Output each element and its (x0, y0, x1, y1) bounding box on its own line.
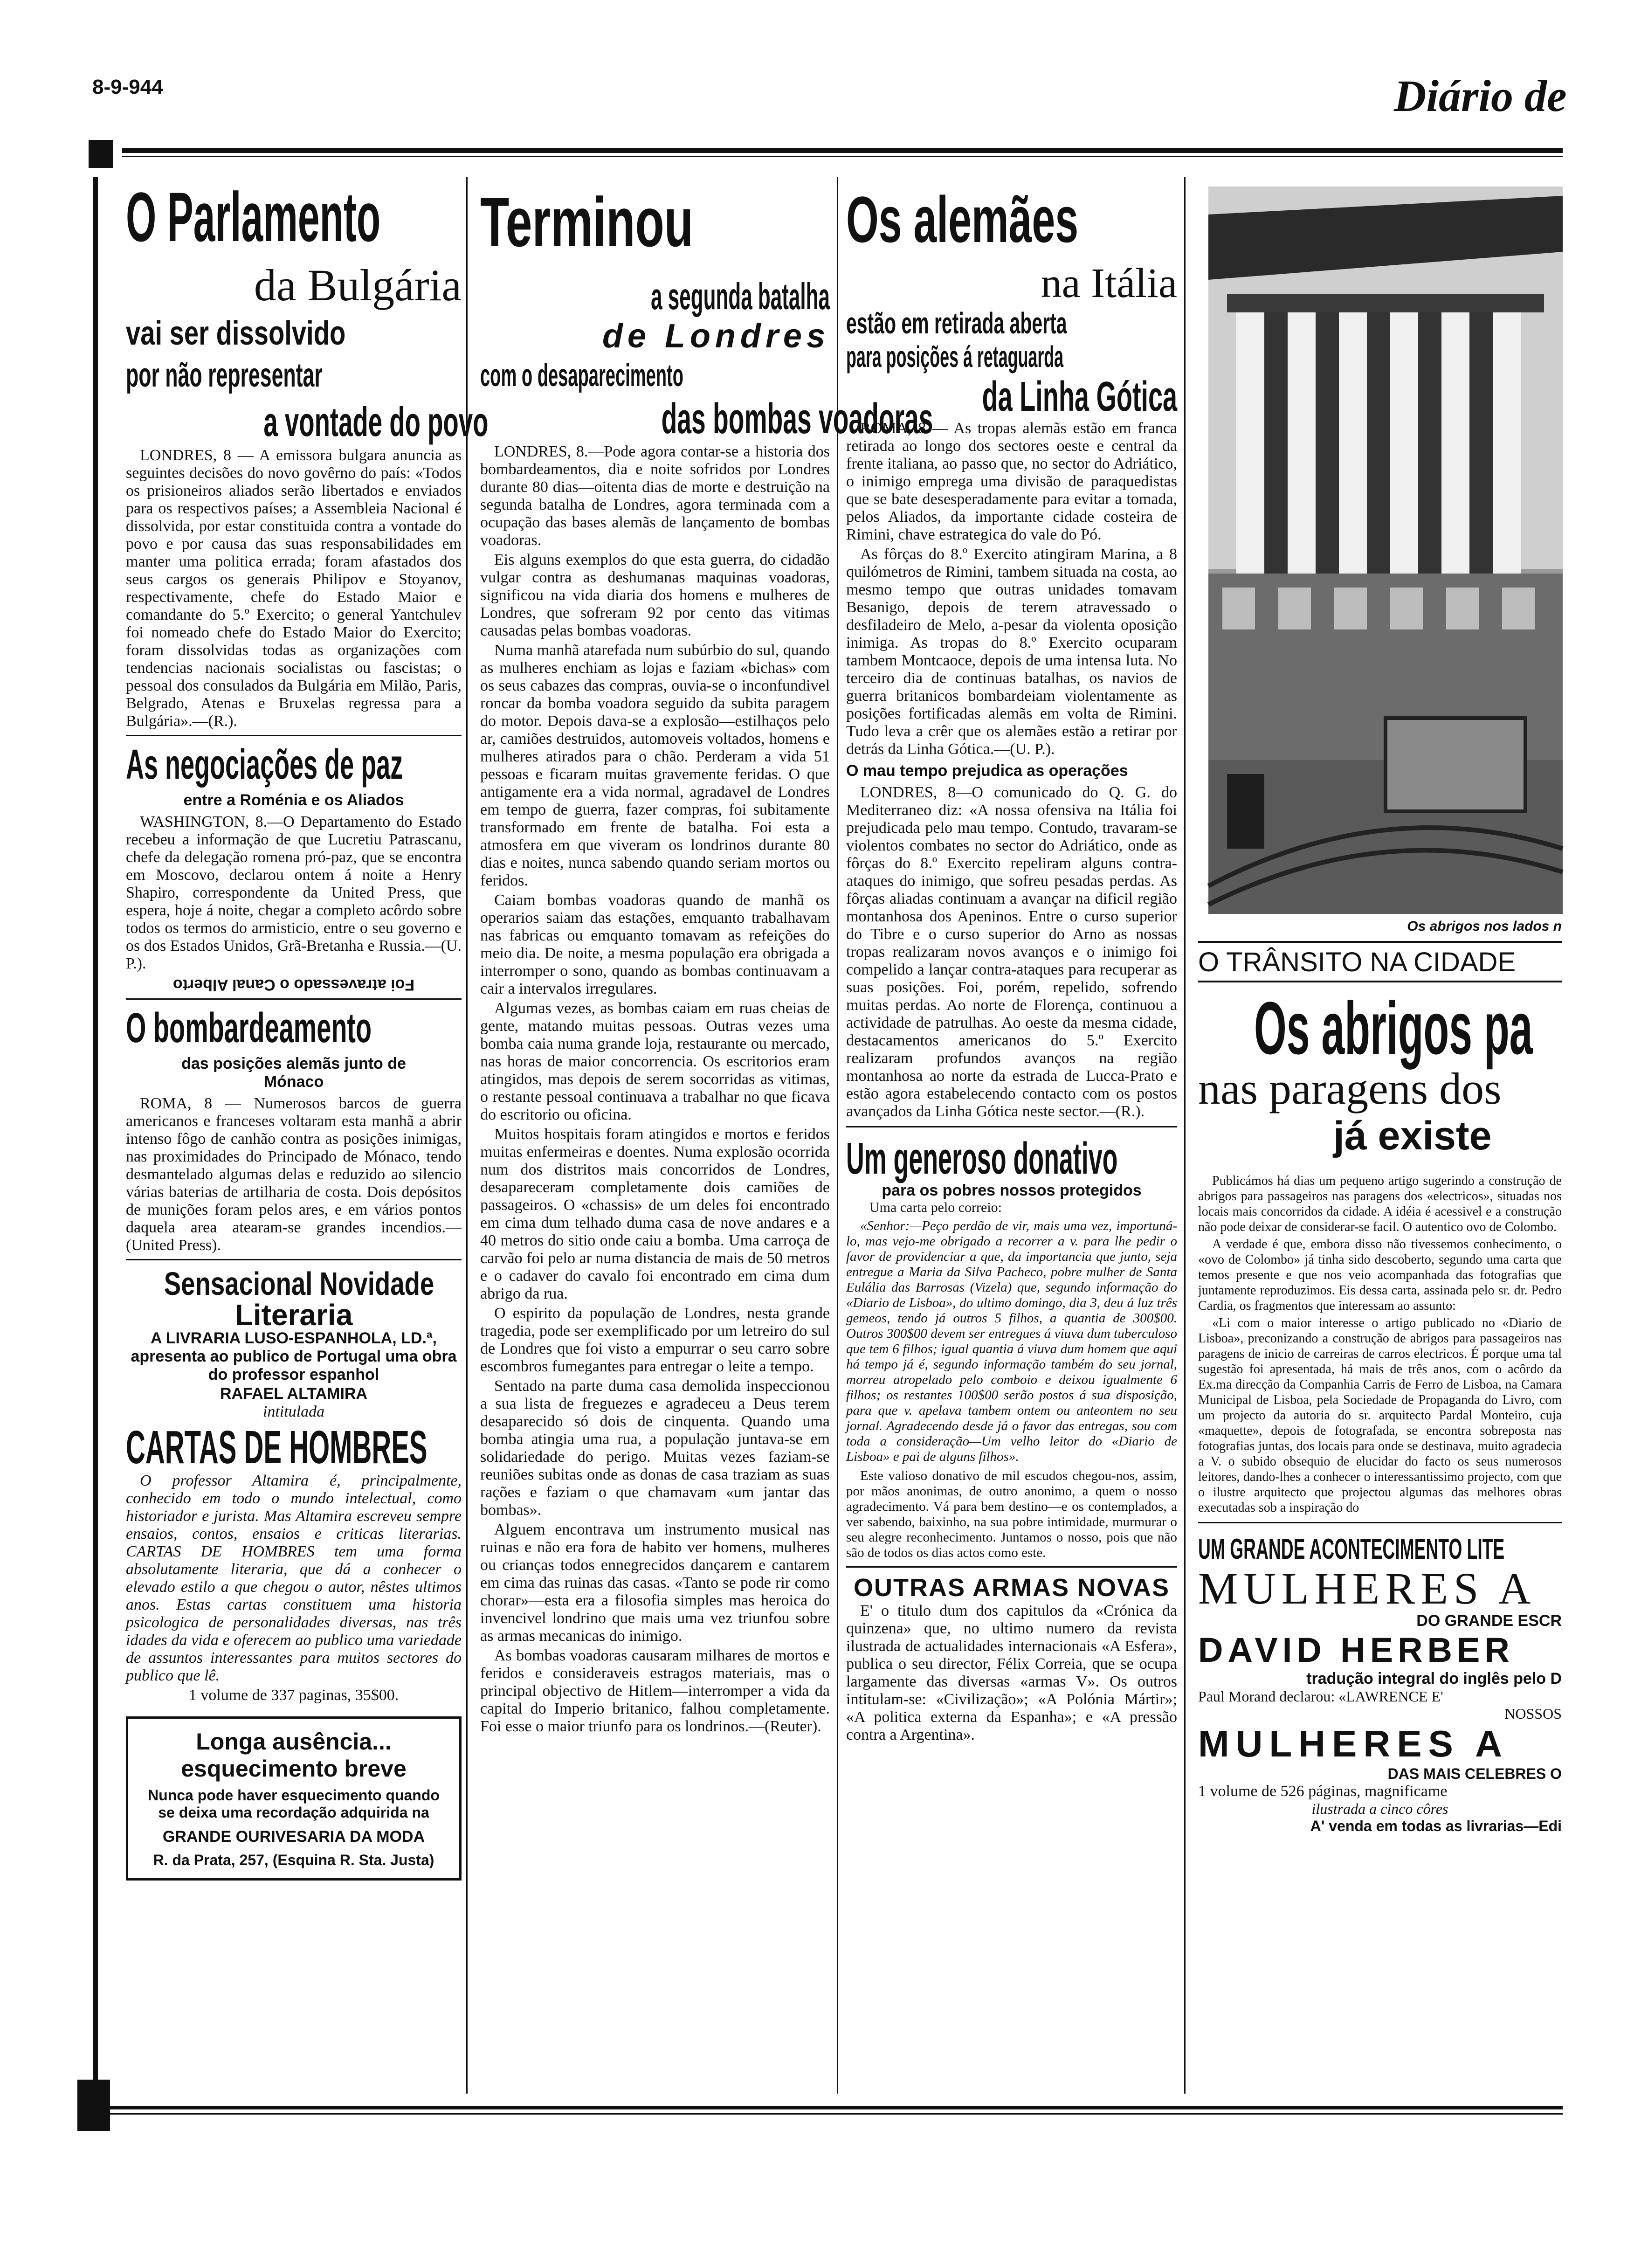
paragraph: ROMA, 8 — As tropas alemãs estão em franca retirada ao longo dos sectores oeste e central da frente italiana, ao passo que, no sector do Adriático, o inimigo emprega uma divisão de paraquedistas que se bate desesperadamente para evitar a tomada, pelos Aliados, da importante cidade costeira de Rimini, chave estrategica do vale do Pó. (846, 420, 1177, 543)
paragraph: Eis alguns exemplos do que esta guerra, do cidadão vulgar contra as deshumanas maquinas voadoras, significou na vida diaria dos homens e mulheres de Londres, que sofreram 92 por cento das vitimas causadas pelas bombas voadoras. (480, 551, 830, 639)
bottom-rule-thin (103, 2113, 1563, 2115)
photo-image (1208, 187, 1563, 914)
paragraph: Numa manhã atarefada num subúrbio do sul, quando as mulheres enchiam as lojas e faziam «bichas» com os seus cabazes das compras, ouvia-se o inconfundivel roncar da bomba voadora seguido da subita paragem do motor. Depois dava-se a explosão—estilhaços pelo ar, camiões destruidos, automoveis voltados, homens e mulheres atirados para o chão. Perderam a vida 51 pessoas e ficaram muitas gravemente feridas. O que antigamente era a vida normal, agradavel de Londres em tempo de guerra, fazer compras, foi subitamente transformado em frente de batalha. Foi esta a atmosfera em que viveram os londrinos durante 80 dias e noites, nunca sabendo quando seriam mortos ou feridos. (480, 642, 830, 889)
paragraph: As fôrças do 8.º Exercito atingiram Marina, a 8 quilómetros de Rimini, tambem situada na costa, ao mesmo tempo que outras unidades tomavam Besanigo, depois de terem atravessado o desfiladeiro de Melo, a-pesar da violenta oposição inimiga. As tropas do 8.º Exercito ocuparam tambem Montcaoce, depois de uma intensa luta. No terceiro dia de continuas batalhas, os navios de guerra britanicos bombardeiam violentamente as posições fortificadas alemãs em volta de Rimini. Tudo leva a crêr que os alemães estão a retirar por detrás da Linha Gótica.—(U. P.). (846, 546, 1177, 758)
italy-sub4: da Linha Gótica (982, 373, 1177, 420)
headline-sub1: da Bulgária (254, 260, 462, 310)
col-sep-3 (1184, 177, 1186, 2094)
shelters-sub1: nas paragens dos (1198, 1064, 1502, 1113)
italy-sub3: para posições á retaguarda (846, 340, 1064, 373)
ad-title2: Literaria (234, 1298, 353, 1332)
paragraph: A verdade é que, embora disso não tivessemos conhecimento, o «ovo de Colombo» já tinha sido descoberto, segundo uma carta que temos presente e que nos veio acompanhada das fotografias que juntamente reproduzimos. Eis dessa carta, assinada pelo sr. dr. Pedro Cardia, os fragmentos que interessam ao assunto: (1198, 1237, 1562, 1313)
paragraph: Algumas vezes, as bombas caiam em ruas cheias de gente, matando muitas pessoas. Outras vezes uma bomba caia numa grande loja, restaurante ou mercado, nas horas de maior concorrencia. Os escritorios eram atingidos, mas depois de serem socorridas as vitimas, o restante pessoal continuava a trabalhar no que ficava do escritorio ou oficina. (480, 1000, 830, 1123)
monaco-body: ROMA, 8 — Numerosos barcos de guerra americanos e franceses voltaram esta manhã a abrir intenso fôgo de canhão contra as posições inimigas, nas proximidades do Principado de Mónaco, tendo desmantelado algumas delas e reduzido ao silencio várias baterias de artilharia de costa. Dois depósitos de munições foram pelos ares, e em vários pontos daquela area atearam-se grandes incendios.—(United Press). (126, 1095, 462, 1254)
top-rule-thin (122, 156, 1563, 157)
column-3 (846, 182, 1177, 2098)
donation-intro: Uma carta pelo correio: (869, 1200, 1002, 1215)
news-photo (1208, 187, 1562, 914)
ad2-line1: UM GRANDE ACONTECIMENTO LITE (1198, 1533, 1505, 1565)
london-sub2: de Londres (602, 318, 830, 355)
weather-sub: O mau tempo prejudica as operações (846, 762, 1128, 780)
london-sub3: com o desaparecimento (480, 358, 683, 393)
peace-sub: entre a Roménia e os Aliados (183, 791, 404, 809)
ad2-line4: DAVID HERBER (1198, 1631, 1514, 1669)
ad2-line10: 1 volume de 526 páginas, magnificame (1198, 1783, 1448, 1800)
left-margin-line (93, 177, 98, 2089)
shelters-headline: Os abrigos pa (1254, 986, 1533, 1070)
left-margin-bar (89, 140, 113, 168)
divider (1198, 1522, 1562, 1523)
monaco-sub: das posições alemãs junto de Mónaco (181, 1055, 406, 1091)
ad2-line2: MULHERES A (1198, 1563, 1537, 1613)
paragraph: Caiam bombas voadoras quando de manhã os operarios saiam das estações, emquanto trabalhavam nas fabricas ou emquanto tomavam as refeições do meio dia. De noite, a mesma população era obrigada a interromper o sono, quando as bombas continuavam a cair a intervalos irregulares. (480, 892, 830, 997)
divider (846, 1566, 1177, 1568)
paragraph: Alguem encontrava um instrumento musical nas ruinas e não era fora de habito ver homens, mulheres ou crianças todos ennegrecidos dançarem e cantarem em cima das ruinas das casas. «Tanto se pode rir como chorar»—esta era a filosofia simples mas heroica do invencivel londrino que mais uma vez triunfou sobre as armas mecanicas do inimigo. (480, 1521, 830, 1645)
box-text: Nunca pode haver esquecimento quando se deixa uma recordação adquirida na (148, 1787, 440, 1821)
ad-intitulada: intitulada (262, 1403, 325, 1420)
ad2-line6: Paul Morand declarou: «LAWRENCE E' (1198, 1688, 1443, 1705)
donation-letter: «Senhor:—Peço perdão de vir, mais uma vez, importuná-lo, mas vejo-me obrigado a recorrer a v. para lhe pedir o favor de providenciar a que, da importancia que junto, seja entregue a Maria da Silva Pacheco, pobre mulher de Santa Eulália das Barrosas (Vizela) que, segundo informação do «Diario de Lisboa», do ultimo domingo, dia 3, deu á luz três gemeos, tendo já outros 5 filhos, a quantia de 300$00. Outros 300$00 devem ser entregues á viuva dum tuberculoso que tem 6 filhos; igual quantia á viuva dum homem que aqui há tempo já é, segundo informação também do seu jornal, morreu atropelado pelo comboio e deixou igualmente 6 filhos; os restantes 100$00 serão postos á sua disposição, para que v. apelava tambem ontem ou anteontem no seu jornal. Agradecendo desde já o favor das entregas, sou com toda a consideração—Um velho leitor do «Diario de Lisboa» e pai de alguns filhos». (846, 1218, 1177, 1464)
divider (126, 735, 462, 736)
top-rule (122, 148, 1563, 153)
divider (846, 1126, 1177, 1127)
paragraph: O espirito da população de Londres, nesta grande tragedia, pode ser exemplificado por um letreiro do sul de Londres que foi visto a empurrar o seu carro sobre escombros fumegantes para entregar o leite a tempo. (480, 1305, 830, 1375)
divider (1198, 981, 1562, 982)
transit-kicker: O TRÂNSITO NA CIDADE (1198, 947, 1516, 977)
ad-body: O professor Altamira é, principalmente, conhecido em todo o mundo intelectual, como historiador e jurista. Mas Altamira escreveu sempre ensaios, contos, ensaios e criticas literarias. CARTAS DE HOMBRES tem uma forma absolutamente literaria, que dá a conhecer o elevado estilo a que chegou o autor, nêstes ultimos anos. Estas cartas constituem uma historia psicologica de personalidades diversas, nas três idades da vida e oferecem ao publico uma variedade de assuntos interessantes para muitos sectores do publico que lê. (126, 1472, 462, 1684)
bulgaria-body: LONDRES, 8 — A emissora bulgara anuncia as seguintes decisões do novo govêrno do país: «Todos os prisioneiros aliados serão libertados e enviados para os respectivos países; a Assembleia Nacional é dissolvida, por estar constituida contra a vontade do povo e por causa das suas responsabilidades em manter uma politica errada; foram afastados dos seus cargos os generais Philipov e Stoyanov, respectivamente, chefe do Estado Maior e comandante do 5.º Exercito; o general Yantchulev foi nomeado chefe do Estado Maior do Exercito; foram dissolvidas todas as organizações com tendencias nacionais socialistas ou fascistas; o pessoal dos consulados da Bulgária em Milão, Paris, Belgrado, Atenas e Bruxelas regressa para a Bulgária».—(R.). (126, 447, 462, 730)
box-title2: esquecimento breve (181, 1756, 407, 1782)
ad-author: RAFAEL ALTAMIRA (220, 1385, 368, 1403)
weapons-headline: OUTRAS ARMAS NOVAS (853, 1574, 1170, 1602)
ad2-line9: DAS MAIS CELEBRES O (1387, 1765, 1562, 1782)
box-address: R. da Prata, 257, (Esquina R. Sta. Justa) (153, 1852, 434, 1868)
donation-headline: Um generoso donativo (846, 1134, 1118, 1183)
divider (126, 998, 462, 1000)
paragraph: As bombas voadoras causaram milhares de mortos e feridos e consideraveis estragos materiais, mas o principal objectivo de Hitlem—interromper a vida da capital do Imperio britanico, falhou completamente. Foi esse o maior triunfo para os londrinos.—(Reuter). (480, 1647, 830, 1735)
divider (1198, 941, 1562, 943)
donation-sub: para os pobres nossos protegidos (882, 1182, 1142, 1199)
left-margin-bar-bottom (77, 2080, 110, 2131)
headline-sub2: vai ser dissolvido (126, 315, 346, 352)
donation-after: Este valioso donativo de mil escudos chegou-nos, assim, por mãos anonimas, de outro anonimo, a quem o nosso agradecimento. Vá para bem destino—e os contemplados, a ver sabendo, baixinho, na sua pobre intimidade, murmurar o seu alegre reconhecimento. Juntamos o nosso, pois que não são de todos os dias actos como este. (846, 1468, 1177, 1560)
ad2-line8: MULHERES A (1198, 1723, 1509, 1764)
column-4 (1198, 187, 1562, 2098)
paragraph: Sentado na parte duma casa demolida inspeccionou a sua lista de freguezes e agradeceu a Deus terem desaparecido só dois de cinquenta. Quando uma bomba atingia uma rua, a população juntava-se em solidariedade do perigo. Muitas vezes faziam-se reuniões subitas onde as donas de casa traziam as suas rações e faziam o que chamavam «um jantar das bombas». (480, 1377, 830, 1519)
monaco-headline: O bombardeamento (126, 1005, 372, 1051)
ad2-line12: A' venda em todas as livrarias—Edi (1310, 1818, 1562, 1834)
london-sub1: a segunda batalha (651, 276, 830, 317)
box-title1: Longa ausência... (196, 1729, 392, 1755)
peace-headline: As negociações de paz (126, 741, 403, 788)
weapons-body: E' o titulo dum dos capitulos da «Crónica da quinzena» que, no ultimo numero da revista ilustrada de actualidades internacionais «A Esfera», publica o seu director, Félix Correia, que se ocupa largamente das diversas «armas V». Os outros intitulam-se: «Civilização»; «A Polónia Mártir»; «A politica externa da Espanha»; e «A pressão contra a Argentina». (846, 1602, 1177, 1743)
headline-sub3: por não representar (126, 357, 323, 394)
book-ad (126, 1265, 462, 1704)
col-sep-1 (466, 177, 468, 2094)
issue-date: 8-9-944 (92, 76, 163, 98)
italy-headline: Os alemães (846, 183, 1079, 256)
ad2-line7: NOSSOS (1504, 1705, 1562, 1722)
ad2-line11: ilustrada a cinco côres (1311, 1800, 1448, 1817)
column-2 (480, 182, 933, 2098)
col-sep-2 (837, 177, 838, 2094)
ad2-line3: DO GRANDE ESCR (1416, 1612, 1562, 1630)
italy-body (846, 420, 1177, 758)
weather-body: LONDRES, 8—O comunicado do Q. G. do Mediterraneo diz: «A nossa ofensiva na Itália foi prejudicada pelo mau tempo. Contudo, travaram-se violentos combates no sector do Adriático, onde as fôrças do 8.º Exercito repeliram alguns contra-ataques do inimigo, que sofreu pesadas perdas. As fôrças aliadas continuam a avançar na dificil região montanhosa dos Apeninos. Entre o curso superior do Tibre e o curso superior do Arno as nossas tropas realizaram novos avanços e o inimigo foi compelido a lançar contra-ataques para recuperar as suas posições. Foi, porém, repelido, sofrendo muitas perdas. Ao norte de Florença, continuou a actividade de patrulhas. Ao oeste da mesma cidade, destacamentos americanos do 5.º Exercito realizaram profundos avanços na região montanhosa ao norte da estrada de Lucca-Prato e estão agora estabelecendo contacto com os postos avançados da Linha Gótica neste sector.—(R.). (846, 784, 1177, 1120)
box-store: GRANDE OURIVESARIA DA MODA (162, 1828, 425, 1846)
jewelry-ad-box (126, 1716, 462, 1881)
book-ad-2 (1198, 1533, 1562, 1835)
divider (126, 1259, 462, 1260)
masthead: Diário de (1394, 71, 1567, 121)
shelters-sub2: já existe (1333, 1113, 1492, 1158)
italy-sub1: na Itália (1041, 260, 1177, 306)
headline-title: O Parlamento (126, 178, 381, 256)
ad2-line5: tradução integral do inglês pelo D (1306, 1670, 1562, 1687)
peace-body: WASHINGTON, 8.—O Departamento do Estado recebeu a informação de que Lucretiu Patrascanu, chefe da delegação romena pró-paz, que se encontra em Moscovo, declarou ontem á noite a Henry Shapiro, correspondente da United Press, que espera, hoje á noite, chegar a completo acôrdo sobre todos os termos do armisticio, entre o seu governo e os dos Estados Unidos, Grã-Bretanha e Russia.—(U. P.). (126, 813, 462, 972)
london-body (480, 443, 830, 1736)
london-headline: Terminou (480, 183, 694, 261)
flipped-headline: Foi atravessado o Canal Alberto (172, 976, 415, 994)
paragraph: Publicámos há dias um pequeno artigo sugerindo a construção de abrigos para passageiros nas paragens dos «electricos», situadas nos locais mais concorridos da cidade. A idéia é acessivel e a construção não pode deixar de considerar-se facil. O autentico ovo de Colombo. (1198, 1174, 1562, 1234)
italy-sub2: estão em retirada aberta (846, 306, 1067, 340)
paragraph: Muitos hospitais foram atingidos e mortos e feridos muitas enfermeiras e doentes. Numa explosão ocorrida num dos distritos mais concorridos de Londres, desapareceram completamente dois camiões de passageiros. O «chassis» de um deles foi encontrado em cima dum telhado duma casa de nove andares e a 40 metros do sitio onde caiu a bomba. Uma carroça de carvão foi pelo ar numa distancia de mais de 50 metros e o cadaver do cavalo foi encontrado em cima dum abrigo da rua. (480, 1126, 830, 1302)
paragraph: LONDRES, 8.—Pode agora contar-se a historia dos bombardeamentos, dia e noite sofridos por Londres durante 80 dias—oitenta dias de morte e destruição na segunda batalha de Londres, agora terminada com a ocupação das bases alemãs de lançamento de bombas voadoras. (480, 443, 830, 549)
london-sub4: das bombas voadoras (661, 395, 933, 443)
photo-caption: Os abrigos nos lados n (1407, 919, 1562, 934)
headline-sub4: a vontade do povo (263, 399, 489, 445)
ad-text: A LIVRARIA LUSO-ESPANHOLA, LD.ª, apresenta ao publico de Portugal uma obra do professor espanhol (131, 1329, 457, 1383)
bottom-rule (103, 2106, 1563, 2109)
ad-title1: Sensacional Novidade (164, 1265, 434, 1302)
column-1 (126, 178, 489, 2098)
shelters-body (1198, 1173, 1562, 1515)
ad-price: 1 volume de 337 paginas, 35$00. (188, 1687, 399, 1704)
paragraph: «Li com o maior interesse o artigo publicado no «Diario de Lisboa», preconizando a construção de abrigos para passageiros nas paragens de inicio de carreiras de carros electricos. É porque uma tal sugestão foi apresentada, há mais de três anos, com o acôrdo da Ex.ma direcção da Companhia Carris de Ferro de Lisboa, na Camara Municipal de Lisboa, pela Sociedade de Propaganda do Livro, com um projecto da autoria do sr. arquitecto Pardal Monteiro, cuja «maquette», depois de fotografada, se encontra sobreposta nas fotografias juntas, dos locais para onde se destinava, muito agradecia a V. o subido obsequio de elucidar do facto os seus numerosos leitores, dando-lhes a conhecer o interessantissimo projecto, com que o ilustre arquitecto que projectou algumas das melhores obras executadas sob a inspiração do (1198, 1316, 1562, 1515)
ad-book-title: CARTAS DE HOMBRES (126, 1421, 427, 1473)
